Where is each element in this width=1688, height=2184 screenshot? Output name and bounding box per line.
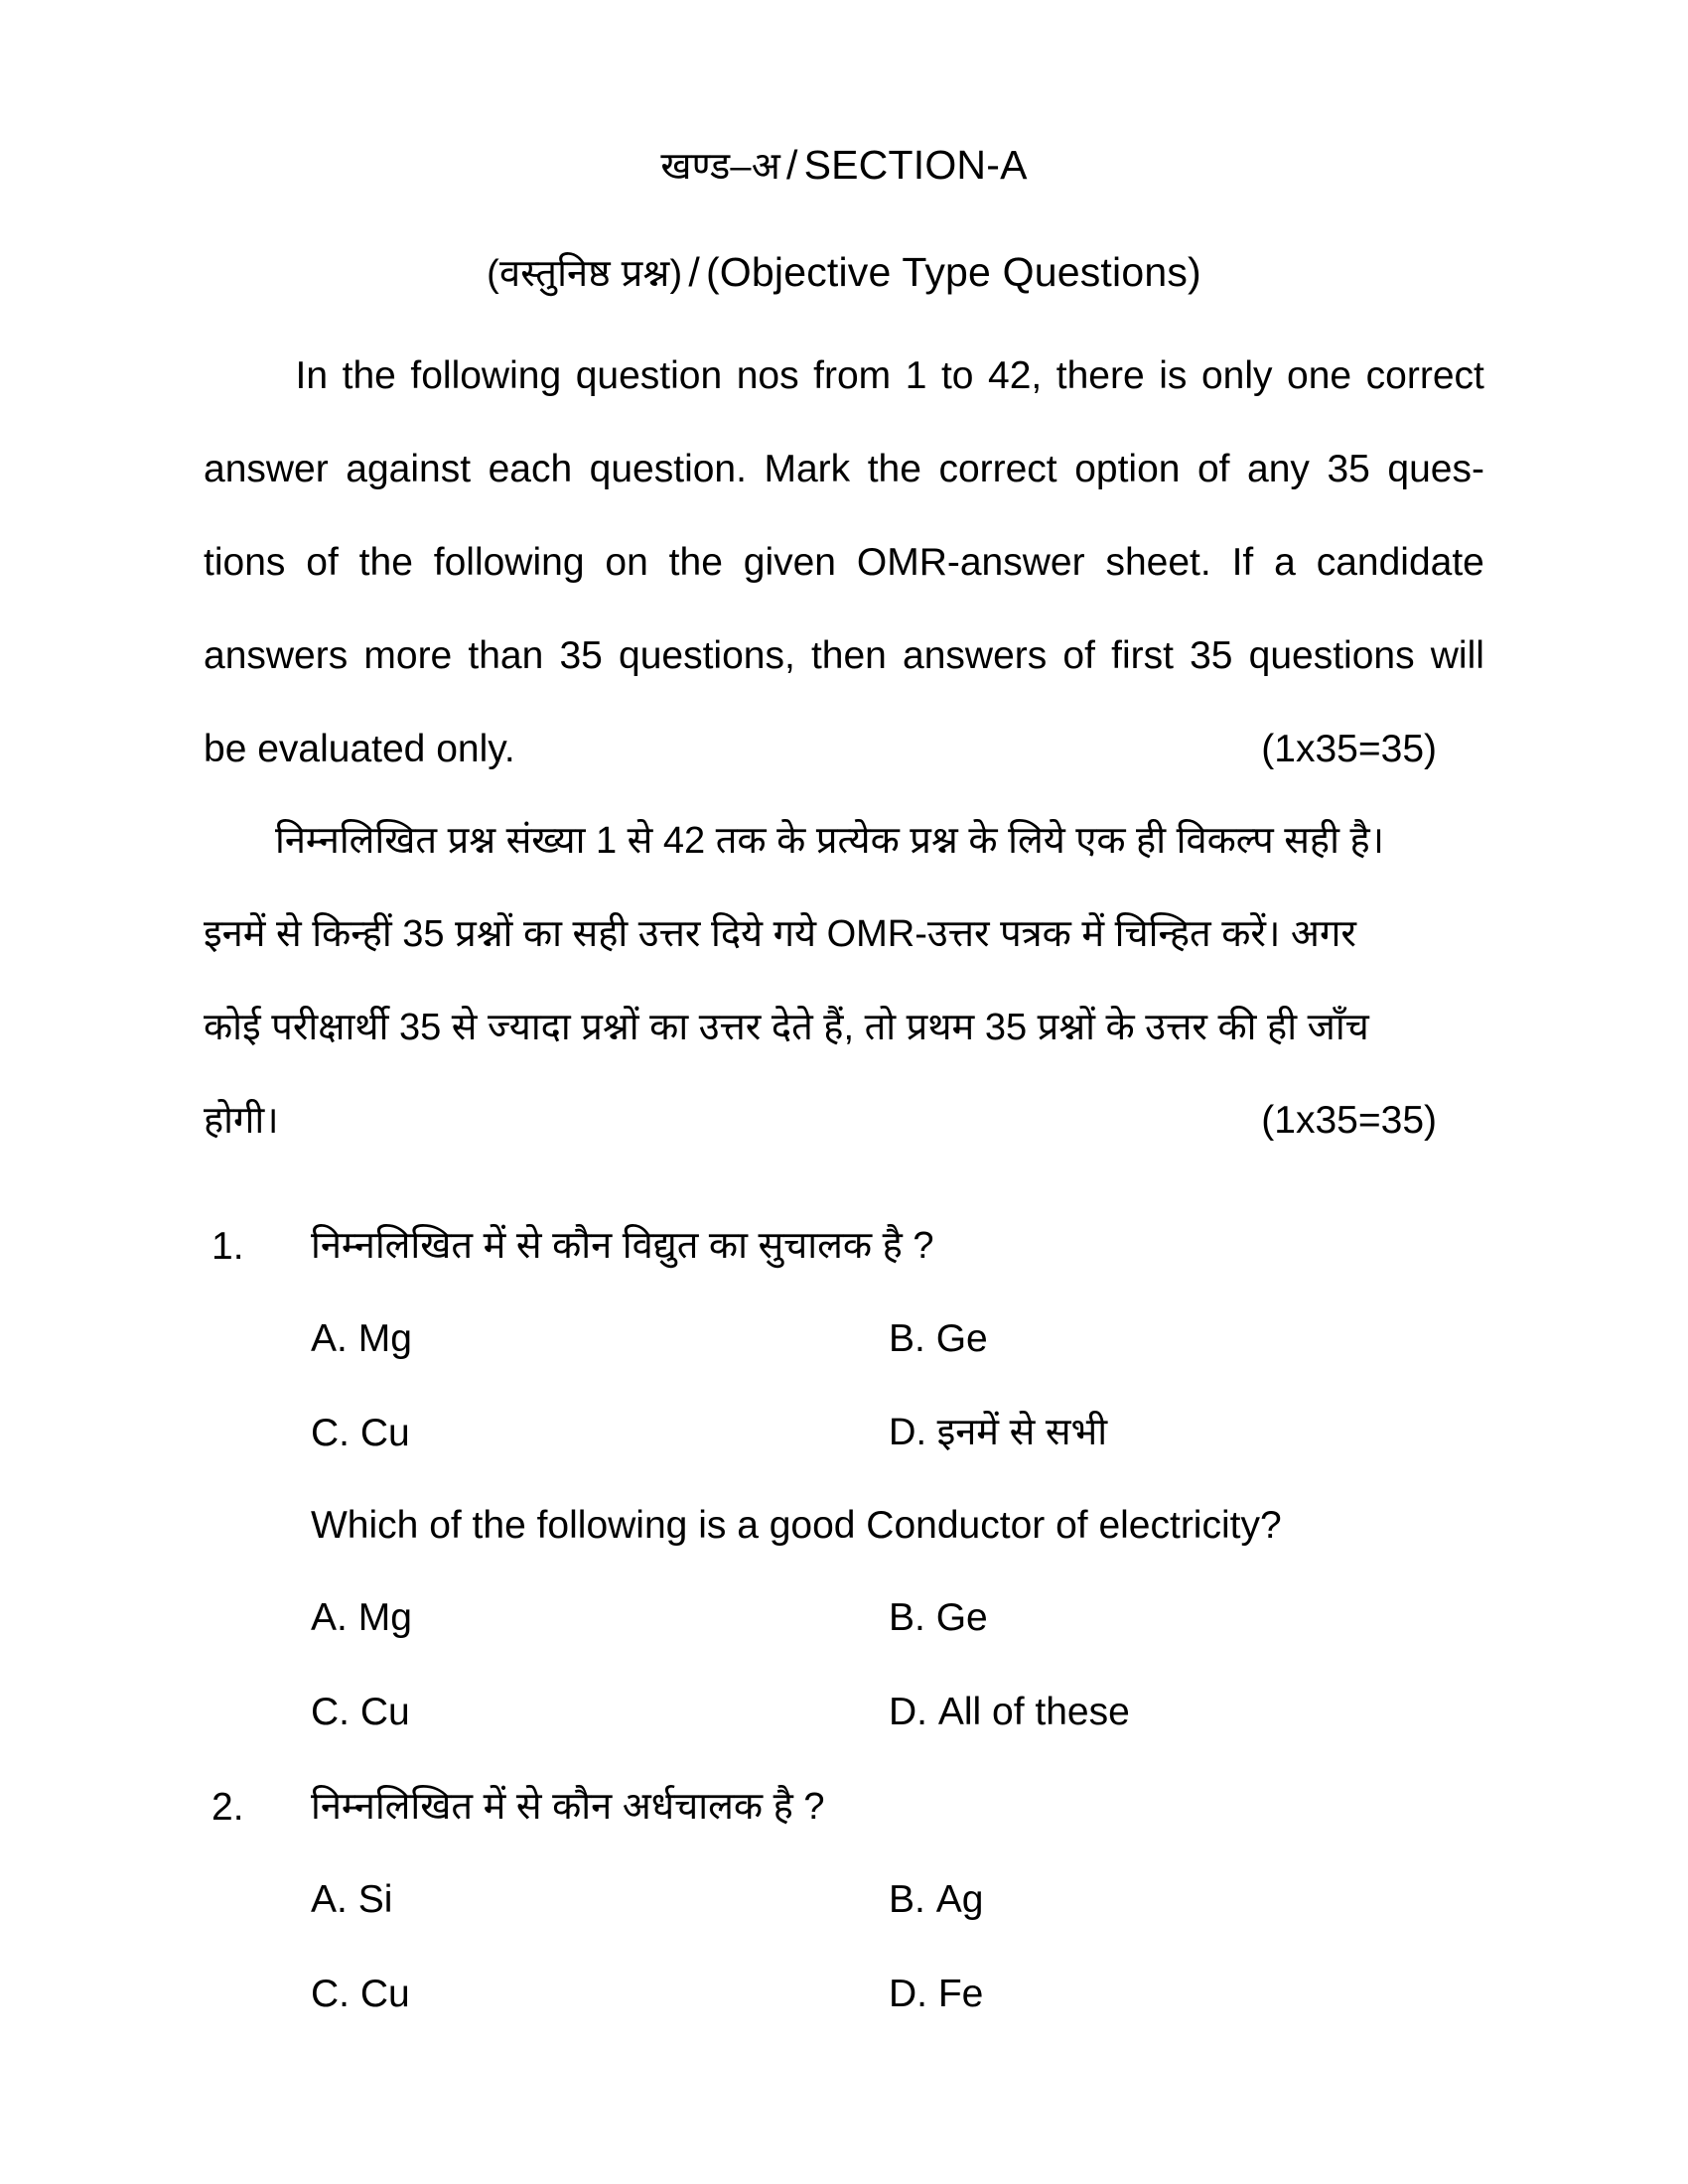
word: to bbox=[940, 354, 974, 397]
english-instruction-line bbox=[204, 330, 1484, 423]
english-instruction-marks: (1x35=35) bbox=[1261, 728, 1437, 770]
option-value: Ge bbox=[935, 1596, 988, 1639]
word: tions bbox=[204, 541, 286, 584]
word: from bbox=[813, 354, 892, 397]
question-2-option-d[interactable] bbox=[889, 1947, 983, 2041]
option-value: Ag bbox=[935, 1878, 984, 1921]
question-1-hindi-option-c[interactable] bbox=[311, 1386, 410, 1480]
section-heading-line bbox=[660, 139, 1027, 191]
section-heading-english: SECTION-A bbox=[803, 142, 1028, 188]
word: OMR-answer bbox=[856, 541, 1085, 584]
word: than bbox=[468, 634, 544, 677]
word: then bbox=[810, 634, 887, 677]
option-value: Fe bbox=[937, 1973, 984, 2015]
question-1-english-options-row-2 bbox=[0, 1665, 1688, 1759]
word: of bbox=[1062, 634, 1095, 677]
word: correct bbox=[938, 448, 1057, 490]
objective-heading-separator: / bbox=[688, 249, 700, 295]
word: option bbox=[1074, 448, 1181, 490]
word: on bbox=[605, 541, 648, 584]
question-2-option-a[interactable] bbox=[311, 1852, 392, 1947]
question-2-option-c[interactable] bbox=[311, 1947, 410, 2041]
word: each bbox=[488, 448, 573, 490]
section-heading-separator: / bbox=[786, 142, 798, 188]
english-instructions-paragraph bbox=[204, 330, 1484, 796]
question-1-english-option-b[interactable] bbox=[889, 1570, 988, 1665]
word: is bbox=[1159, 354, 1188, 397]
question-1-hindi-option-d[interactable] bbox=[889, 1386, 1107, 1480]
word: there bbox=[1055, 354, 1145, 397]
word: Mark bbox=[764, 448, 851, 490]
hindi-instruction-line: इनमें से किन्हीं 35 प्रश्नों का सही उत्तर दिये गये OMR-उत्तर पत्रक में चिन्हित करें। अगर bbox=[204, 913, 1356, 955]
word: answer bbox=[204, 448, 329, 490]
word: 35 bbox=[1327, 448, 1370, 490]
word: In bbox=[295, 354, 329, 397]
word: If bbox=[1231, 541, 1254, 584]
word: the bbox=[358, 541, 413, 584]
question-1-hindi-option-b[interactable] bbox=[889, 1292, 988, 1386]
question-2-hindi-text: निम्नलिखित में से कौन अर्धचालक है ? bbox=[311, 1786, 825, 1828]
word: the bbox=[342, 354, 396, 397]
option-label: B. bbox=[889, 1317, 925, 1360]
question-1-english-row bbox=[0, 1480, 1688, 1570]
word: sheet. bbox=[1105, 541, 1211, 584]
option-label: D. bbox=[889, 1412, 926, 1453]
word: 35 bbox=[1190, 634, 1233, 677]
question-1-block bbox=[0, 1201, 1688, 1759]
question-1-hindi-options-row-2 bbox=[0, 1386, 1688, 1480]
option-label: A. bbox=[311, 1317, 348, 1360]
word: more bbox=[363, 634, 453, 677]
word: answers bbox=[204, 634, 349, 677]
word: first bbox=[1111, 634, 1174, 677]
english-instruction-line-last bbox=[204, 703, 1484, 796]
word: correct bbox=[1365, 354, 1484, 397]
question-1-english-option-d[interactable] bbox=[889, 1665, 1130, 1759]
question-2-options-row-2 bbox=[0, 1947, 1688, 2041]
objective-heading bbox=[0, 246, 1688, 298]
hindi-instruction-marks: (1x35=35) bbox=[1261, 1099, 1437, 1142]
question-1-hindi-option-a[interactable] bbox=[311, 1292, 412, 1386]
word: answers bbox=[903, 634, 1048, 677]
hindi-instruction-line: कोई परीक्षार्थी 35 से ज्यादा प्रश्नों का उत्तर देते हैं, तो प्रथम 35 प्रश्नों के उत्तर की ही जाँच bbox=[204, 1007, 1369, 1048]
word: one bbox=[1287, 354, 1352, 397]
question-2-hindi-row bbox=[0, 1762, 1688, 1852]
question-1-hindi-row bbox=[0, 1201, 1688, 1292]
question-1-english-option-c[interactable] bbox=[311, 1665, 410, 1759]
objective-heading-line bbox=[487, 246, 1201, 298]
word: candidate bbox=[1316, 541, 1484, 584]
word: will bbox=[1430, 634, 1484, 677]
question-1-hindi-text: निम्नलिखित में से कौन विद्युत का सुचालक है ? bbox=[311, 1225, 934, 1267]
option-value: Cu bbox=[359, 1973, 410, 2015]
question-1-hindi-options-row-1 bbox=[0, 1292, 1688, 1386]
question-1-english-options-row-1 bbox=[0, 1570, 1688, 1665]
english-instruction-line bbox=[204, 610, 1484, 703]
word: of bbox=[1196, 448, 1230, 490]
word: given bbox=[743, 541, 836, 584]
english-instruction-last-words: be evaluated only. bbox=[204, 728, 515, 770]
word: only bbox=[1200, 354, 1273, 397]
question-2-options-row-1 bbox=[0, 1852, 1688, 1947]
option-value: All of these bbox=[937, 1691, 1130, 1733]
question-1-english-text: Which of the following is a good Conductor of electricity? bbox=[311, 1504, 1282, 1547]
word: against bbox=[346, 448, 472, 490]
option-value: Si bbox=[357, 1878, 393, 1921]
option-value: Ge bbox=[935, 1317, 988, 1360]
question-2-block bbox=[0, 1762, 1688, 2041]
word: 1 bbox=[905, 354, 927, 397]
word: ques- bbox=[1387, 448, 1484, 490]
word: the bbox=[867, 448, 921, 490]
option-value: Mg bbox=[357, 1596, 412, 1639]
option-label: C. bbox=[311, 1691, 350, 1733]
section-heading-hindi: खण्ड–अ bbox=[660, 146, 780, 188]
paragraph-indent bbox=[204, 330, 281, 423]
option-label: B. bbox=[889, 1878, 925, 1921]
word: questions, bbox=[619, 634, 795, 677]
option-label: D. bbox=[889, 1691, 927, 1733]
option-value: Cu bbox=[359, 1412, 410, 1454]
word: any bbox=[1247, 448, 1310, 490]
objective-heading-hindi: (वस्तुनिष्ठ प्रश्न) bbox=[487, 253, 683, 295]
english-instruction-line bbox=[204, 516, 1484, 610]
word: a bbox=[1274, 541, 1296, 584]
hindi-instruction-last-words: होगी। bbox=[204, 1100, 279, 1142]
word: question. bbox=[589, 448, 747, 490]
option-label: A. bbox=[311, 1878, 348, 1921]
word: of bbox=[306, 541, 339, 584]
option-value: इनमें से सभी bbox=[936, 1412, 1108, 1453]
question-1-number: 1. bbox=[211, 1225, 244, 1268]
english-instruction-line bbox=[204, 423, 1484, 516]
word: following bbox=[433, 541, 585, 584]
word: the bbox=[668, 541, 723, 584]
option-label: D. bbox=[889, 1973, 927, 2015]
word: 42, bbox=[988, 354, 1043, 397]
option-label: C. bbox=[311, 1412, 350, 1454]
hindi-instruction-line: निम्नलिखित प्रश्न संख्या 1 से 42 तक के प्रत्येक प्रश्न के लिये एक ही विकल्प सही है। bbox=[275, 820, 1385, 862]
option-value: Mg bbox=[357, 1317, 412, 1360]
question-2-option-b[interactable] bbox=[889, 1852, 983, 1947]
option-label: C. bbox=[311, 1973, 350, 2015]
word: nos bbox=[736, 354, 799, 397]
hindi-instructions-paragraph bbox=[204, 794, 1484, 1167]
word: question bbox=[575, 354, 723, 397]
word: 35 bbox=[559, 634, 603, 677]
hindi-instruction-line-last bbox=[204, 1074, 1484, 1167]
question-2-number: 2. bbox=[211, 1786, 244, 1829]
word: following bbox=[410, 354, 562, 397]
option-value: Cu bbox=[359, 1691, 410, 1733]
objective-heading-english: (Objective Type Questions) bbox=[705, 249, 1201, 295]
option-label: B. bbox=[889, 1596, 925, 1639]
word: questions bbox=[1248, 634, 1415, 677]
question-1-english-option-a[interactable] bbox=[311, 1570, 412, 1665]
section-heading bbox=[0, 139, 1688, 191]
option-label: A. bbox=[311, 1596, 348, 1639]
